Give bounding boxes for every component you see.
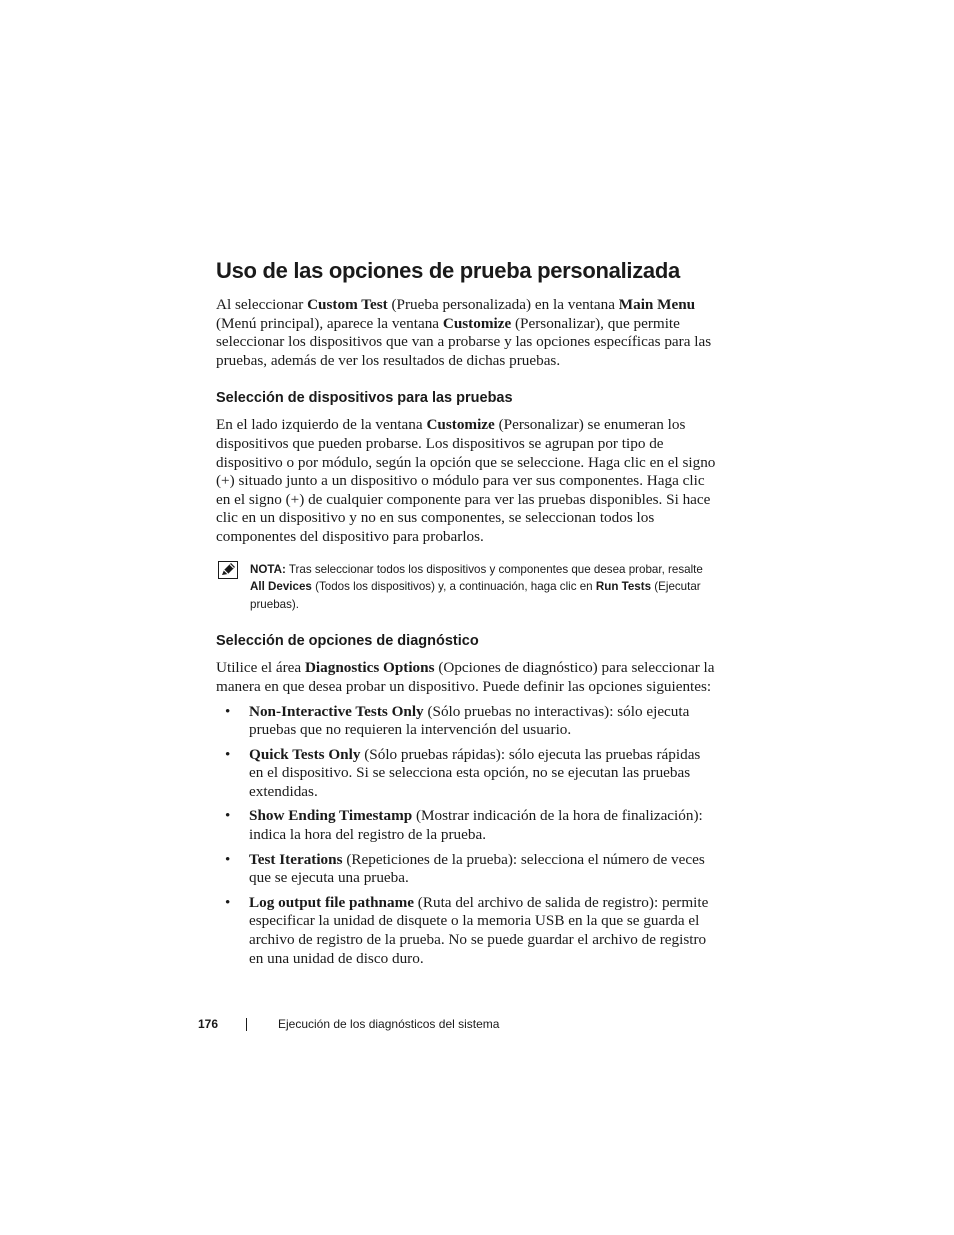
list-item: [216, 807, 716, 844]
note-text-2: (Todos los dispositivos) y, a continuación, haga clic en: [311, 580, 596, 594]
pencil-note-icon: [218, 561, 238, 579]
customize-term: Customize: [442, 314, 512, 332]
option-description: (Sólo pruebas no interactivas): sólo ejecuta pruebas que no requieren la intervención del usuario.: [249, 702, 690, 739]
diagnostics-text-1: Utilice el área: [216, 659, 305, 677]
intro-text-1: Al seleccionar: [216, 296, 308, 313]
chapter-title: Ejecución de los diagnósticos del sistema: [278, 1017, 500, 1031]
run-tests-term: Run Tests: [595, 580, 652, 594]
option-description: (Repeticiones de la prueba): selecciona el número de veces que se ejecuta una prueba.: [249, 850, 705, 887]
bullet: •: [225, 850, 231, 868]
option-name: Non-Interactive Tests Only: [249, 702, 424, 720]
note-text-1: Tras seleccionar todos los dispositivos y componentes que desea probar, resalte: [285, 562, 703, 576]
custom-test-term: Custom Test: [307, 296, 388, 313]
list-item: [216, 851, 716, 888]
section-heading-devices: Selección de dispositivos para las pruebas: [216, 390, 513, 407]
option-description: (Ruta del archivo de salida de registro): permite especificar la unidad de disquete o la memoria USB en la que se guarda el archivo de registro de la prueba. No se puede guardar el archivo de registro en una unidad de disco duro.: [249, 893, 709, 967]
diagnostics-options-term: Diagnostics Options: [304, 659, 435, 677]
list-item: [216, 746, 716, 802]
bullet: •: [225, 893, 231, 911]
devices-paragraph: [216, 416, 716, 546]
footer-divider: [246, 1018, 247, 1031]
option-name: Test Iterations: [249, 850, 343, 868]
list-item: [216, 894, 716, 968]
intro-paragraph: [216, 296, 716, 370]
list-item: [216, 703, 716, 740]
page-content: [216, 256, 716, 974]
option-name: Log output file pathname: [249, 893, 414, 911]
all-devices-term: All Devices: [250, 580, 312, 594]
diagnostics-text-2: (Opciones de diagnóstico) para seleccionar la manera en que desea probar un dispositivo. Puede definir las opciones siguientes:: [216, 659, 715, 695]
bullet: •: [225, 702, 231, 720]
main-menu-term: Main Menu: [618, 296, 696, 313]
customize-term: Customize: [426, 416, 495, 434]
section-heading-diagnostics: Selección de opciones de diagnóstico: [216, 633, 479, 650]
bullet: •: [225, 745, 231, 763]
note-label: NOTA:: [250, 562, 286, 576]
intro-text-3: (Menú principal), aparece la ventana: [216, 314, 443, 332]
diagnostics-paragraph: [216, 659, 716, 696]
page-title: Uso de las opciones de prueba personalizada: [216, 258, 680, 283]
bullet: •: [225, 807, 231, 825]
option-description: (Sólo pruebas rápidas): sólo ejecuta las pruebas rápidas en el dispositivo. Si se selecciona esta opción, no se ejecutan las pruebas extendidas.: [249, 745, 701, 800]
intro-text-4: (Personalizar), que permite seleccionar los dispositivos que van a probarse y las opciones específicas para las pruebas, además de ver los resultados de dichas pruebas.: [216, 314, 712, 369]
page-number: 176: [198, 1017, 219, 1031]
note-box: [216, 561, 716, 614]
intro-text-2: (Prueba personalizada) en la ventana: [387, 296, 619, 313]
option-description: (Mostrar indicación de la hora de finalización): indica la hora del registro de la prueba.: [249, 807, 703, 844]
devices-text-1: En el lado izquierdo de la ventana: [216, 416, 427, 434]
option-name: Quick Tests Only: [249, 745, 361, 763]
note-text-3: (Ejecutar pruebas).: [250, 580, 701, 611]
devices-text-2: (Personalizar) se enumeran los dispositivos que pueden probarse. Los dispositivos se agrupan por tipo de dispositivo o por módulo, según la opción que se seleccione. Haga clic en el signo (+) situado junto a un dispositivo o módulo para ver sus componentes. Haga clic en el signo (+) de cualquier componente para ver las pruebas disponibles. Si hace clic en un dispositivo y no en sus componentes, se seleccionan todos los componentes del dispositivo para probarlos.: [216, 416, 716, 545]
option-name: Show Ending Timestamp: [249, 807, 413, 825]
options-list: [216, 703, 716, 969]
